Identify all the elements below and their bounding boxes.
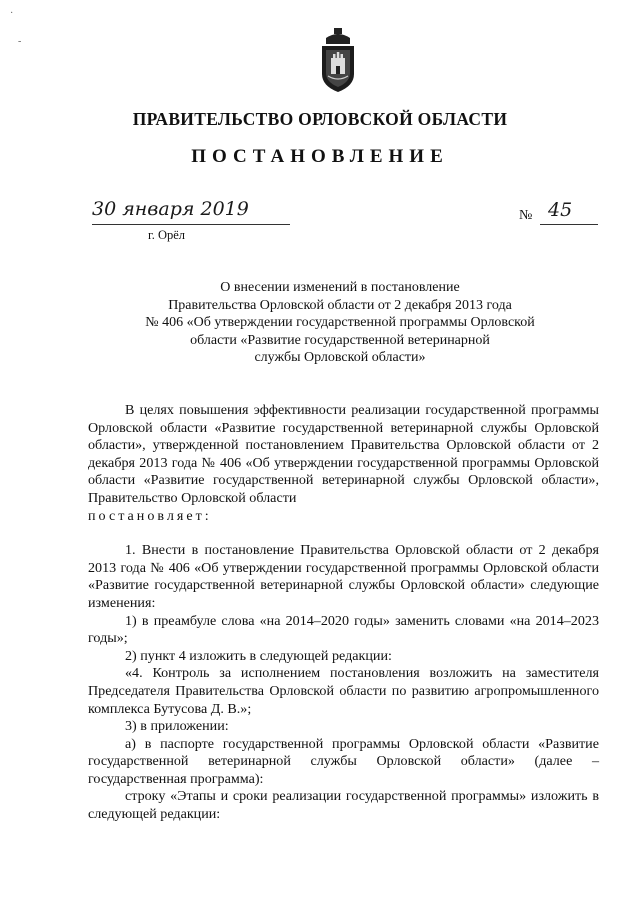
document-subject — [120, 279, 560, 367]
item-paragraph: 1. Внести в постановление Правительства Орловской области от 2 декабря 2013 года № 406 «Об утверждении государственной программы Орловской области «Развитие государственной ветеринарной службы Орловской области» следующие изменения: — [88, 542, 599, 611]
subject-line: Правительства Орловской области от 2 декабря 2013 года — [168, 297, 512, 313]
number-label: № — [519, 208, 533, 223]
subject-line: № 406 «Об утверждении государственной программы Орловской — [145, 315, 535, 331]
subject-line: области «Развитие государственной ветеринарной — [190, 332, 490, 348]
date-underline — [92, 224, 290, 225]
item-paragraph: «4. Контроль за исполнением постановления возложить на заместителя Председателя Правительства Орловской области по развитию агропромышленного комплекса Бутусова Д. В.»; — [88, 665, 599, 717]
item-paragraph: 3) в приложении: — [125, 718, 229, 735]
number-underline — [540, 224, 598, 225]
coat-of-arms-emblem — [318, 28, 358, 94]
item-paragraph: строку «Этапы и сроки реализации государственной программы» изложить в следующей редакции: — [88, 788, 599, 823]
subject-line: службы Орловской области» — [254, 350, 426, 366]
scan-mark: · — [10, 8, 14, 19]
preamble-paragraph: В целях повышения эффективности реализации государственной программы Орловской области «Развитие государственной ветеринарной службы Орловской области», утвержденной постановлением Правительства Орловской области от 2 декабря 2013 года № 406 «Об утверждении государственной программы Орловской области «Развитие государственной ветеринарной службы Орловской области», Правительство Орловской области — [88, 402, 599, 506]
subject-line: О внесении изменений в постановление — [220, 280, 460, 295]
organization-title: ПРАВИТЕЛЬСТВО ОРЛОВСКОЙ ОБЛАСТИ — [132, 109, 508, 129]
handwritten-date: 30 января 2019 — [92, 198, 249, 220]
document-type-title: ПОСТАНОВЛЕНИЕ — [191, 146, 449, 167]
scan-mark: - — [18, 36, 22, 47]
resolves-word: постановляет: — [88, 507, 212, 524]
item-paragraph: 1) в преамбуле слова «на 2014–2020 годы» заменить словами «на 2014–2023 годы»; — [88, 612, 599, 647]
paragraph-gap — [88, 525, 599, 542]
city-label: г. Орёл — [148, 228, 186, 242]
handwritten-number: 45 — [548, 199, 573, 221]
item-paragraph: 2) пункт 4 изложить в следующей редакции: — [125, 647, 392, 664]
document-body — [88, 402, 599, 824]
item-paragraph: а) в паспорте государственной программы Орловской области «Развитие государственной ветеринарной службы Орловской области» (далее – государственная программа): — [88, 735, 599, 787]
